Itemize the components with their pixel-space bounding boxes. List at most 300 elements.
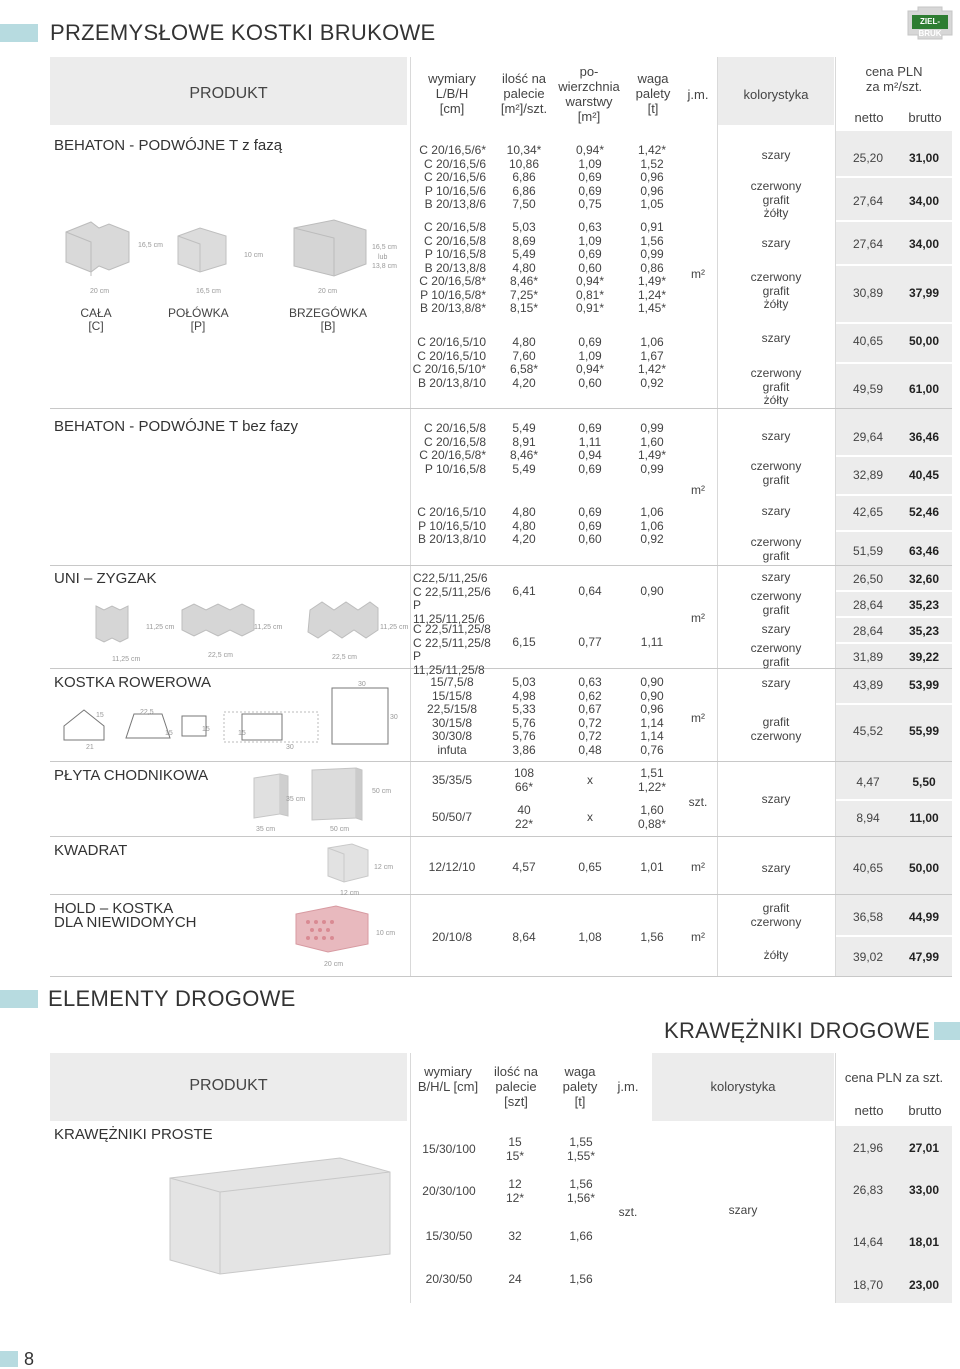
drogowe-header-price: cena PLN za szt.: [844, 1070, 944, 1085]
code-cell: C 20/16,5/6: [423, 170, 486, 184]
curb-qty: 24: [508, 1272, 522, 1286]
color-cell: [718, 716, 834, 743]
weight-line: 0,88*: [637, 816, 667, 831]
header-area-line: wierzchnia: [558, 79, 620, 94]
qty-cell: 8,91: [512, 434, 536, 449]
color-name: szary: [761, 236, 791, 250]
code-cell: C22,5/11,25/6: [413, 571, 488, 585]
price-brutto: 32,60: [908, 572, 940, 586]
header-qty-line: palecie: [503, 86, 545, 101]
area-cell: 0,94*: [575, 274, 605, 288]
code-cell: P 10/16,5/10: [418, 518, 486, 533]
color-name: grafit: [762, 283, 790, 298]
price-brutto: 35,23: [908, 598, 940, 612]
price-separator: [836, 322, 952, 324]
area-cell: 0,64: [578, 584, 602, 598]
separator: [50, 565, 952, 566]
unit-cell: m²: [691, 483, 705, 497]
area-cell: 0,77: [578, 635, 602, 649]
code-cell: B 20/13,8/10: [417, 375, 486, 390]
weight-cell: 1,24*: [637, 287, 667, 302]
color-name: czerwony: [750, 459, 802, 473]
color-name: czerwony: [750, 914, 802, 929]
weight-line: 1,60: [640, 803, 664, 817]
drogowe-header-brutto: brutto: [908, 1103, 942, 1118]
header-line: waga: [564, 1064, 596, 1079]
separator: [50, 836, 952, 837]
area-cell: 0,60: [578, 375, 602, 390]
group4-area: [566, 422, 614, 476]
color-cell: [718, 902, 834, 929]
dimension-label: 20 cm: [318, 288, 338, 295]
price-brutto: 47,99: [908, 950, 940, 964]
weight-cell: 1,11: [640, 635, 664, 649]
header-price: [836, 64, 952, 94]
dimension-label: 15: [96, 712, 104, 719]
price-brutto: 53,99: [908, 678, 940, 692]
dimension-label: 15: [165, 730, 173, 737]
color-name: szary: [761, 570, 791, 584]
price-netto: 27,64: [852, 194, 884, 208]
qty-cell: 4,80: [512, 505, 536, 519]
paver-cala-image: [58, 212, 140, 287]
dimension-label: 16,5 cm: [372, 244, 397, 251]
dimension-label: 10 cm: [244, 252, 264, 259]
code-cell: C 20/16,5/8*: [419, 274, 486, 288]
price-separator: [836, 935, 952, 937]
area-cell: x: [587, 810, 593, 824]
dimension-label: 16,5 cm: [138, 242, 163, 249]
dimension-label: 20 cm: [324, 961, 344, 968]
color-name: grafit: [762, 715, 790, 729]
header-area-line: po-: [579, 64, 599, 79]
price-netto: 27,64: [852, 237, 884, 251]
curb-price-brutto: 33,00: [908, 1183, 940, 1197]
qty-cell: 5,76: [512, 715, 536, 730]
color-cell: [718, 677, 834, 691]
caption-line: [C]: [88, 319, 104, 333]
drogowe-header-dims: [410, 1064, 486, 1094]
dimension-label: 11,25 cm: [380, 624, 409, 631]
price-brutto: 39,22: [908, 650, 940, 664]
area-cell: 0,63: [578, 675, 602, 689]
price-netto: 8,94: [856, 811, 880, 825]
caption-brzegowka: [288, 307, 368, 333]
dimension-label: 15: [238, 730, 246, 737]
price-brutto: 61,00: [908, 382, 940, 396]
color-name: czerwony: [750, 728, 802, 743]
header-product: PRODUKT: [189, 85, 268, 102]
curb-price-brutto: 23,00: [908, 1278, 940, 1292]
caption-line: [P]: [190, 319, 206, 333]
curb-code: 20/30/100: [422, 1184, 476, 1198]
group2-area: [566, 221, 614, 316]
weight-cell: 1,60: [640, 434, 664, 449]
color-cell: [718, 237, 834, 251]
code-cell: C 20/16,5/6*: [419, 143, 486, 157]
color-name: szary: [761, 861, 791, 875]
weight-cell: 0,90: [640, 688, 664, 703]
dimension-label: 21: [86, 744, 94, 751]
qty-cell: 7,25*: [509, 287, 539, 302]
group4-codes: [412, 422, 486, 476]
price-brutto: 40,45: [908, 468, 940, 482]
price-brutto: 44,99: [908, 910, 940, 924]
code-cell: C 20/16,5/8: [423, 233, 486, 248]
qty-cell: 4,98: [512, 688, 536, 703]
qty-line: 40: [517, 803, 531, 817]
qty-cell: 5,49: [512, 421, 536, 435]
code-cell: P 11,25/11,25/8: [413, 649, 485, 677]
dimension-label: 15: [202, 726, 210, 733]
price-separator: [836, 799, 952, 801]
header-line: palecie: [495, 1079, 537, 1094]
weight-cell: 1,05: [640, 197, 664, 211]
color-name: szary: [761, 792, 791, 806]
price-brutto: 35,23: [908, 624, 940, 638]
color-cell: [718, 430, 834, 444]
plyta-50-image: [310, 764, 366, 827]
section-hold-line1: HOLD – KOSTKA: [54, 900, 174, 917]
curb-code: 15/30/100: [422, 1142, 476, 1156]
code-cell: C 20/16,5/8: [423, 220, 486, 234]
area-cell: 0,75: [578, 197, 602, 211]
weight-cell: 0,96: [640, 183, 664, 198]
dimension-label: 30: [358, 681, 366, 688]
weight-cell: [628, 767, 676, 794]
caption-line: BRZEGÓWKA: [288, 306, 367, 320]
unit-cell: m²: [691, 860, 705, 874]
color-name: czerwony: [750, 535, 802, 549]
color-name: grafit: [762, 192, 790, 207]
price-separator: [836, 494, 952, 496]
code-cell: C 20/16,5/10: [417, 348, 486, 363]
code-cell: B 20/13,8/8: [424, 260, 486, 275]
weight-cell: 0,92: [640, 375, 664, 390]
drogowe-header-netto: netto: [854, 1103, 884, 1118]
page-title: PRZEMYSŁOWE KOSTKI BRUKOWE: [50, 20, 436, 45]
weight-cell: 1,42*: [637, 143, 667, 157]
code-cell: B 20/13,8/6: [424, 197, 486, 211]
price-brutto: 11,00: [909, 811, 939, 825]
qty-cell: 6,15: [512, 635, 536, 649]
logo-text: ZIEL-BRUK: [918, 17, 942, 38]
weight-cell: 0,99: [640, 421, 664, 435]
group2-codes: [412, 221, 486, 316]
qty-cell: 6,58*: [509, 362, 539, 376]
area-cell: 0,94*: [575, 362, 605, 376]
header-weight-line: waga: [637, 71, 669, 86]
section-behaton-bez: BEHATON - PODWÓJNE T bez fazy: [54, 418, 298, 435]
area-cell: 0,69: [578, 421, 602, 435]
area-cell: 0,91*: [575, 301, 605, 315]
weight-cell: 1,14: [640, 715, 664, 730]
color-name: szary: [761, 504, 791, 518]
page-number: 8: [24, 1349, 35, 1369]
divider: [410, 1053, 411, 1303]
area-cell: 1,09: [578, 156, 602, 171]
curb-qty: 12*: [505, 1191, 525, 1205]
curb-price-netto: 21,96: [852, 1141, 884, 1155]
area-cell: 0,81*: [575, 287, 605, 302]
color-cell: [718, 367, 834, 408]
color-cell: [718, 536, 834, 563]
code-cell: 22,5/15/8: [426, 702, 478, 716]
code-cell: 35/35/5: [431, 773, 473, 787]
curb-weight: 1,56: [569, 1177, 593, 1191]
price-separator: [836, 220, 952, 222]
qty-cell: 10,34*: [506, 143, 542, 157]
qty-line: 22*: [514, 816, 534, 831]
divider: [410, 57, 411, 977]
qty-cell: 6,86: [512, 170, 536, 184]
header-line: [szt]: [504, 1094, 528, 1109]
price-brutto: 63,46: [908, 544, 940, 558]
group6-codes: [413, 572, 493, 626]
color-cell: [718, 623, 834, 637]
qty-cell: 5,03: [512, 220, 536, 234]
color-name: grafit: [762, 901, 790, 915]
qty-cell: 3,86: [512, 742, 536, 757]
dimension-label: 12 cm: [374, 864, 394, 871]
header-unit: j.m.: [687, 87, 709, 102]
code-cell: 50/50/7: [431, 810, 473, 824]
weight-cell: 0,90: [640, 584, 664, 598]
code-cell: 30/15/8: [431, 715, 473, 730]
group7-codes: [413, 623, 493, 677]
header-price-line: cena PLN: [865, 64, 923, 79]
price-netto: 30,89: [852, 286, 884, 300]
color-cell: [718, 460, 834, 487]
group5-area: [566, 506, 614, 547]
color-name: szary: [761, 622, 791, 636]
drogowe-section: KRAWĘŻNIKI PROSTE: [54, 1126, 213, 1143]
separator: [50, 761, 952, 762]
dimension-label: 11,25 cm: [112, 656, 141, 663]
header-line: ilość na: [493, 1064, 539, 1079]
qty-cell: 8,64: [512, 930, 536, 944]
separator: [50, 894, 952, 895]
qty-cell: 8,15*: [509, 301, 539, 315]
dimension-label: 13,8 cm: [372, 263, 397, 270]
code-cell: 15/15/8: [431, 688, 473, 703]
code-cell: 15/7,5/8: [430, 675, 474, 689]
dimension-label: 50 cm: [330, 826, 350, 833]
qty-cell: 7,50: [512, 197, 536, 211]
color-name: szary: [761, 148, 791, 162]
area-cell: 1,09: [578, 233, 602, 248]
section-hold-line2: DLA NIEWIDOMYCH: [54, 914, 197, 931]
code-cell: P 10/16,5/6: [424, 183, 486, 198]
code-cell: C 20/16,5/10*: [412, 362, 486, 376]
qty-cell: 4,80: [512, 335, 536, 349]
group3-codes: [412, 336, 486, 390]
weight-cell: 1,52: [640, 156, 664, 171]
qty-cell: 8,46*: [509, 274, 539, 288]
qty-line: 108: [513, 766, 535, 780]
color-cell: [718, 149, 834, 163]
group5-qty: [500, 506, 548, 547]
color-name: grafit: [762, 379, 790, 394]
weight-cell: 0,76: [640, 742, 664, 757]
dimension-label: 10 cm: [376, 930, 396, 937]
price-brutto: 34,00: [908, 194, 940, 208]
curb-price-brutto: 27,01: [908, 1141, 940, 1155]
color-cell: [718, 642, 834, 669]
price-brutto: 36,46: [908, 430, 940, 444]
area-cell: 0,62: [578, 688, 602, 703]
section-rower: KOSTKA ROWEROWA: [54, 674, 211, 691]
code-cell: C 20/16,5/10: [417, 505, 486, 519]
code-cell: P 10/16,5/8: [424, 247, 486, 261]
separator: [50, 408, 952, 409]
code-cell: C 20/16,5/8*: [419, 448, 486, 462]
uni-zygzak-image: [178, 600, 258, 647]
price-brutto: 55,99: [908, 724, 940, 738]
weight-line: 1,22*: [637, 779, 667, 794]
color-name: żółty: [763, 206, 789, 220]
qty-cell: [500, 804, 548, 831]
code-cell: C 20/16,5/8: [423, 421, 486, 435]
area-cell: 1,11: [578, 434, 602, 449]
price-brutto: 34,00: [908, 237, 940, 251]
color-name: szary: [761, 676, 791, 690]
price-separator: [836, 455, 952, 457]
curb-qty: 32: [508, 1229, 522, 1243]
drogowe-title: ELEMENTY DROGOWE: [48, 986, 296, 1011]
price-netto: 31,89: [852, 650, 884, 664]
paver-polowka-image: [170, 218, 240, 283]
code-cell: B 20/13,8/8*: [419, 301, 486, 315]
section-hold: [54, 902, 197, 930]
section-plyta: PŁYTA CHODNIKOWA: [54, 767, 209, 784]
price-netto: 26,50: [852, 572, 884, 586]
area-cell: 0,94: [578, 448, 602, 462]
header-qty-line: ilość na: [501, 71, 547, 86]
qty-cell: 8,69: [512, 233, 536, 248]
area-cell: 0,48: [578, 742, 602, 757]
code-cell: P 10/16,5/8*: [420, 287, 486, 302]
color-cell: [718, 271, 834, 312]
color-cell: [718, 180, 834, 221]
curb-weight: 1,56*: [566, 1191, 596, 1205]
qty-cell: 4,80: [512, 518, 536, 533]
group1-area: [566, 144, 614, 212]
header-weight: [624, 71, 682, 116]
weight-cell: 0,99: [640, 247, 664, 261]
curb-price-brutto: 18,01: [908, 1235, 940, 1249]
group3-weight: [628, 336, 676, 390]
header-price-line: za m²/szt.: [865, 79, 923, 94]
code-cell: C 20/16,5/6: [423, 156, 486, 171]
dimension-label: 12 cm: [340, 890, 360, 897]
color-cell: [718, 793, 834, 807]
qty-cell: 5,03: [512, 675, 536, 689]
caption-line: CAŁA: [80, 306, 112, 320]
rowerowa-square-image: [330, 684, 394, 751]
weight-cell: [628, 804, 676, 831]
code-cell: P 11,25/11,25/6: [413, 598, 485, 626]
color-name: grafit: [762, 654, 790, 669]
qty-cell: 4,80: [512, 260, 536, 275]
price-netto: 42,65: [852, 505, 884, 519]
group2-qty: [500, 221, 548, 316]
header-dims-line: L/B/H: [435, 86, 469, 101]
dimension-label: 20 cm: [90, 288, 110, 295]
color-name: czerwony: [750, 179, 802, 193]
color-name: czerwony: [750, 270, 802, 284]
area-cell: 0,69: [578, 335, 602, 349]
qty-cell: 5,33: [512, 702, 536, 716]
drogowe-color: szary: [728, 1203, 758, 1217]
weight-cell: 1,56: [640, 233, 664, 248]
curb-code: 15/30/50: [425, 1229, 473, 1243]
unit-cell: m²: [691, 611, 705, 625]
color-cell: [718, 862, 834, 876]
dimension-label: 35 cm: [286, 796, 306, 803]
price-separator: [836, 530, 952, 532]
header-dims-line: wymiary: [428, 71, 476, 86]
group3-area: [566, 336, 614, 390]
curb-weight: 1,55: [569, 1135, 593, 1149]
group8-codes: [418, 676, 486, 757]
header-weight-line: palety: [635, 86, 671, 101]
dimension-label: 16,5 cm: [196, 288, 221, 295]
qty-cell: 6,41: [512, 584, 536, 598]
header-area-line: [m²]: [577, 109, 601, 124]
area-cell: 0,60: [578, 260, 602, 275]
curb-weight: 1,56: [569, 1272, 593, 1286]
color-cell: [718, 332, 834, 346]
price-brutto: 50,00: [908, 334, 940, 348]
unit-cell: m²: [691, 267, 705, 281]
price-brutto: 52,46: [908, 505, 940, 519]
section-kwadrat: KWADRAT: [54, 842, 128, 859]
color-name: szary: [761, 331, 791, 345]
group1-codes: [412, 144, 486, 212]
caption-line: POŁÓWKA: [168, 306, 229, 320]
page-number-marker: [0, 1351, 18, 1367]
weight-cell: 1,42*: [637, 362, 667, 376]
price-netto: 51,59: [852, 544, 884, 558]
curb-weight: 1,66: [569, 1229, 593, 1243]
accent-square-drogowe: [0, 990, 38, 1008]
color-name: grafit: [762, 602, 790, 617]
color-name: żółty: [763, 393, 789, 407]
header-netto: netto: [854, 110, 884, 125]
code-cell: 12/12/10: [428, 860, 476, 874]
group4-weight: [628, 422, 676, 476]
drogowe-unit: szt.: [618, 1205, 638, 1219]
area-cell: 0,72: [578, 715, 602, 730]
area-cell: 0,69: [578, 518, 602, 533]
weight-cell: 1,06: [640, 518, 664, 533]
price-brutto: 50,00: [908, 861, 940, 875]
dimension-label: 22,5 cm: [332, 654, 357, 661]
hold-paver-image: [292, 902, 372, 959]
header-weight-line: [t]: [647, 101, 659, 116]
unit-cell: m²: [691, 711, 705, 725]
area-cell: 1,08: [578, 930, 602, 944]
code-cell: C 22,5/11,25/6: [413, 584, 491, 599]
price-netto: 29,64: [852, 430, 884, 444]
curb-code: 20/30/50: [425, 1272, 473, 1286]
color-cell: [718, 590, 834, 617]
curb-qty: 15*: [505, 1149, 525, 1163]
area-cell: 1,09: [578, 348, 602, 363]
code-cell: C 20/16,5/10: [417, 335, 486, 349]
curb-weight: 1,55*: [566, 1149, 596, 1163]
